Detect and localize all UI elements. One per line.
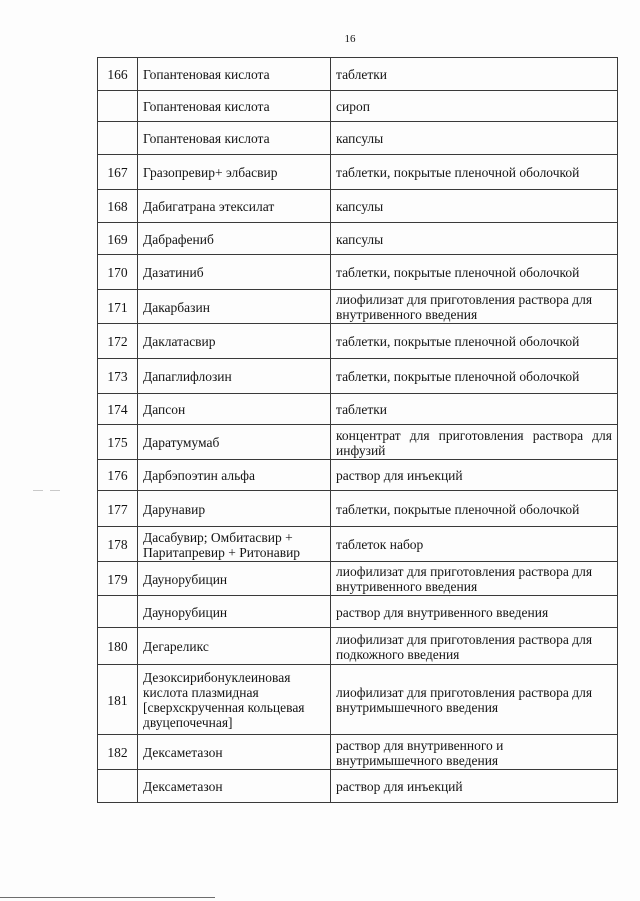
drug-name: Дексаметазон xyxy=(138,770,331,803)
drug-name: Дегареликс xyxy=(138,628,331,665)
dosage-form: таблеток набор xyxy=(331,527,618,562)
table-row xyxy=(98,460,618,491)
table-row xyxy=(98,596,618,628)
table-row xyxy=(98,665,618,735)
row-number: 167 xyxy=(98,155,138,190)
dosage-form: раствор для внутривенного введения xyxy=(331,596,618,628)
row-number: 176 xyxy=(98,460,138,491)
table-row xyxy=(98,324,618,359)
table-row xyxy=(98,628,618,665)
table-row xyxy=(98,359,618,394)
dosage-form: таблетки, покрытые пленочной оболочкой xyxy=(331,359,618,394)
drug-name: Гопантеновая кислота xyxy=(138,91,331,122)
drug-name: Гопантеновая кислота xyxy=(138,58,331,91)
row-number: 180 xyxy=(98,628,138,665)
row-number: 174 xyxy=(98,394,138,425)
drug-name: Дасабувир; Омбитасвир + Паритапревир + Ритонавир xyxy=(138,527,331,562)
row-number: 179 xyxy=(98,562,138,596)
page-number: 16 xyxy=(344,33,356,45)
dosage-form: сироп xyxy=(331,91,618,122)
table-row xyxy=(98,491,618,527)
table-row xyxy=(98,527,618,562)
table-row xyxy=(98,155,618,190)
table-row xyxy=(98,394,618,425)
table-row xyxy=(98,770,618,803)
row-number: 177 xyxy=(98,491,138,527)
drug-name: Дакарбазин xyxy=(138,290,331,324)
drug-name: Даратумумаб xyxy=(138,425,331,460)
row-number: 175 xyxy=(98,425,138,460)
table-row xyxy=(98,223,618,255)
table-row xyxy=(98,190,618,223)
row-number xyxy=(98,122,138,155)
scan-artifact xyxy=(50,490,60,491)
dosage-form: лиофилизат для приготовления раствора для внутримышечного введения xyxy=(331,665,618,735)
row-number: 178 xyxy=(98,527,138,562)
table-row xyxy=(98,290,618,324)
row-number: 168 xyxy=(98,190,138,223)
footnote-rule xyxy=(0,897,215,898)
drug-name: Дапаглифлозин xyxy=(138,359,331,394)
dosage-form: раствор для инъекций xyxy=(331,770,618,803)
dosage-form: капсулы xyxy=(331,190,618,223)
dosage-form: таблетки, покрытые пленочной оболочкой xyxy=(331,155,618,190)
dosage-form: лиофилизат для приготовления раствора для внутривенного введения xyxy=(331,562,618,596)
dosage-form: капсулы xyxy=(331,122,618,155)
row-number: 172 xyxy=(98,324,138,359)
row-number: 170 xyxy=(98,255,138,290)
dosage-form: таблетки xyxy=(331,394,618,425)
drug-name: Дарунавир xyxy=(138,491,331,527)
row-number: 181 xyxy=(98,665,138,735)
drug-name: Дарбэпоэтин альфа xyxy=(138,460,331,491)
row-number xyxy=(98,596,138,628)
dosage-form: таблетки, покрытые пленочной оболочкой xyxy=(331,491,618,527)
row-number: 171 xyxy=(98,290,138,324)
dosage-form: раствор для инъекций xyxy=(331,460,618,491)
drug-name: Дексаметазон xyxy=(138,735,331,770)
drug-name: Дазатиниб xyxy=(138,255,331,290)
dosage-form: капсулы xyxy=(331,223,618,255)
drug-name: Дапсон xyxy=(138,394,331,425)
row-number: 166 xyxy=(98,58,138,91)
drug-name: Даунорубицин xyxy=(138,596,331,628)
drug-name: Даунорубицин xyxy=(138,562,331,596)
row-number: 182 xyxy=(98,735,138,770)
row-number: 173 xyxy=(98,359,138,394)
drug-name: Даклатасвир xyxy=(138,324,331,359)
table-row xyxy=(98,735,618,770)
dosage-form: раствор для внутривенного и внутримышечного введения xyxy=(331,735,618,770)
drug-name: Дабигатрана этексилат xyxy=(138,190,331,223)
row-number xyxy=(98,91,138,122)
drug-name: Гопантеновая кислота xyxy=(138,122,331,155)
dosage-form: таблетки, покрытые пленочной оболочкой xyxy=(331,255,618,290)
table-row xyxy=(98,58,618,91)
dosage-form: лиофилизат для приготовления раствора для подкожного введения xyxy=(331,628,618,665)
table-row xyxy=(98,122,618,155)
drug-name: Дезоксирибонуклеиновая кислота плазмидная [сверхскрученная кольцевая двуцепочечная] xyxy=(138,665,331,735)
table-row xyxy=(98,425,618,460)
drug-name: Дабрафениб xyxy=(138,223,331,255)
row-number: 169 xyxy=(98,223,138,255)
table-row xyxy=(98,91,618,122)
drug-table xyxy=(97,57,618,803)
table-row xyxy=(98,255,618,290)
scan-artifact xyxy=(33,490,43,491)
dosage-form: концентрат для приготовления раствора для инфузий xyxy=(331,425,618,460)
dosage-form: лиофилизат для приготовления раствора для внутривенного введения xyxy=(331,290,618,324)
row-number xyxy=(98,770,138,803)
drug-name: Гразопревир+ элбасвир xyxy=(138,155,331,190)
dosage-form: таблетки xyxy=(331,58,618,91)
table-row xyxy=(98,562,618,596)
dosage-form: таблетки, покрытые пленочной оболочкой xyxy=(331,324,618,359)
